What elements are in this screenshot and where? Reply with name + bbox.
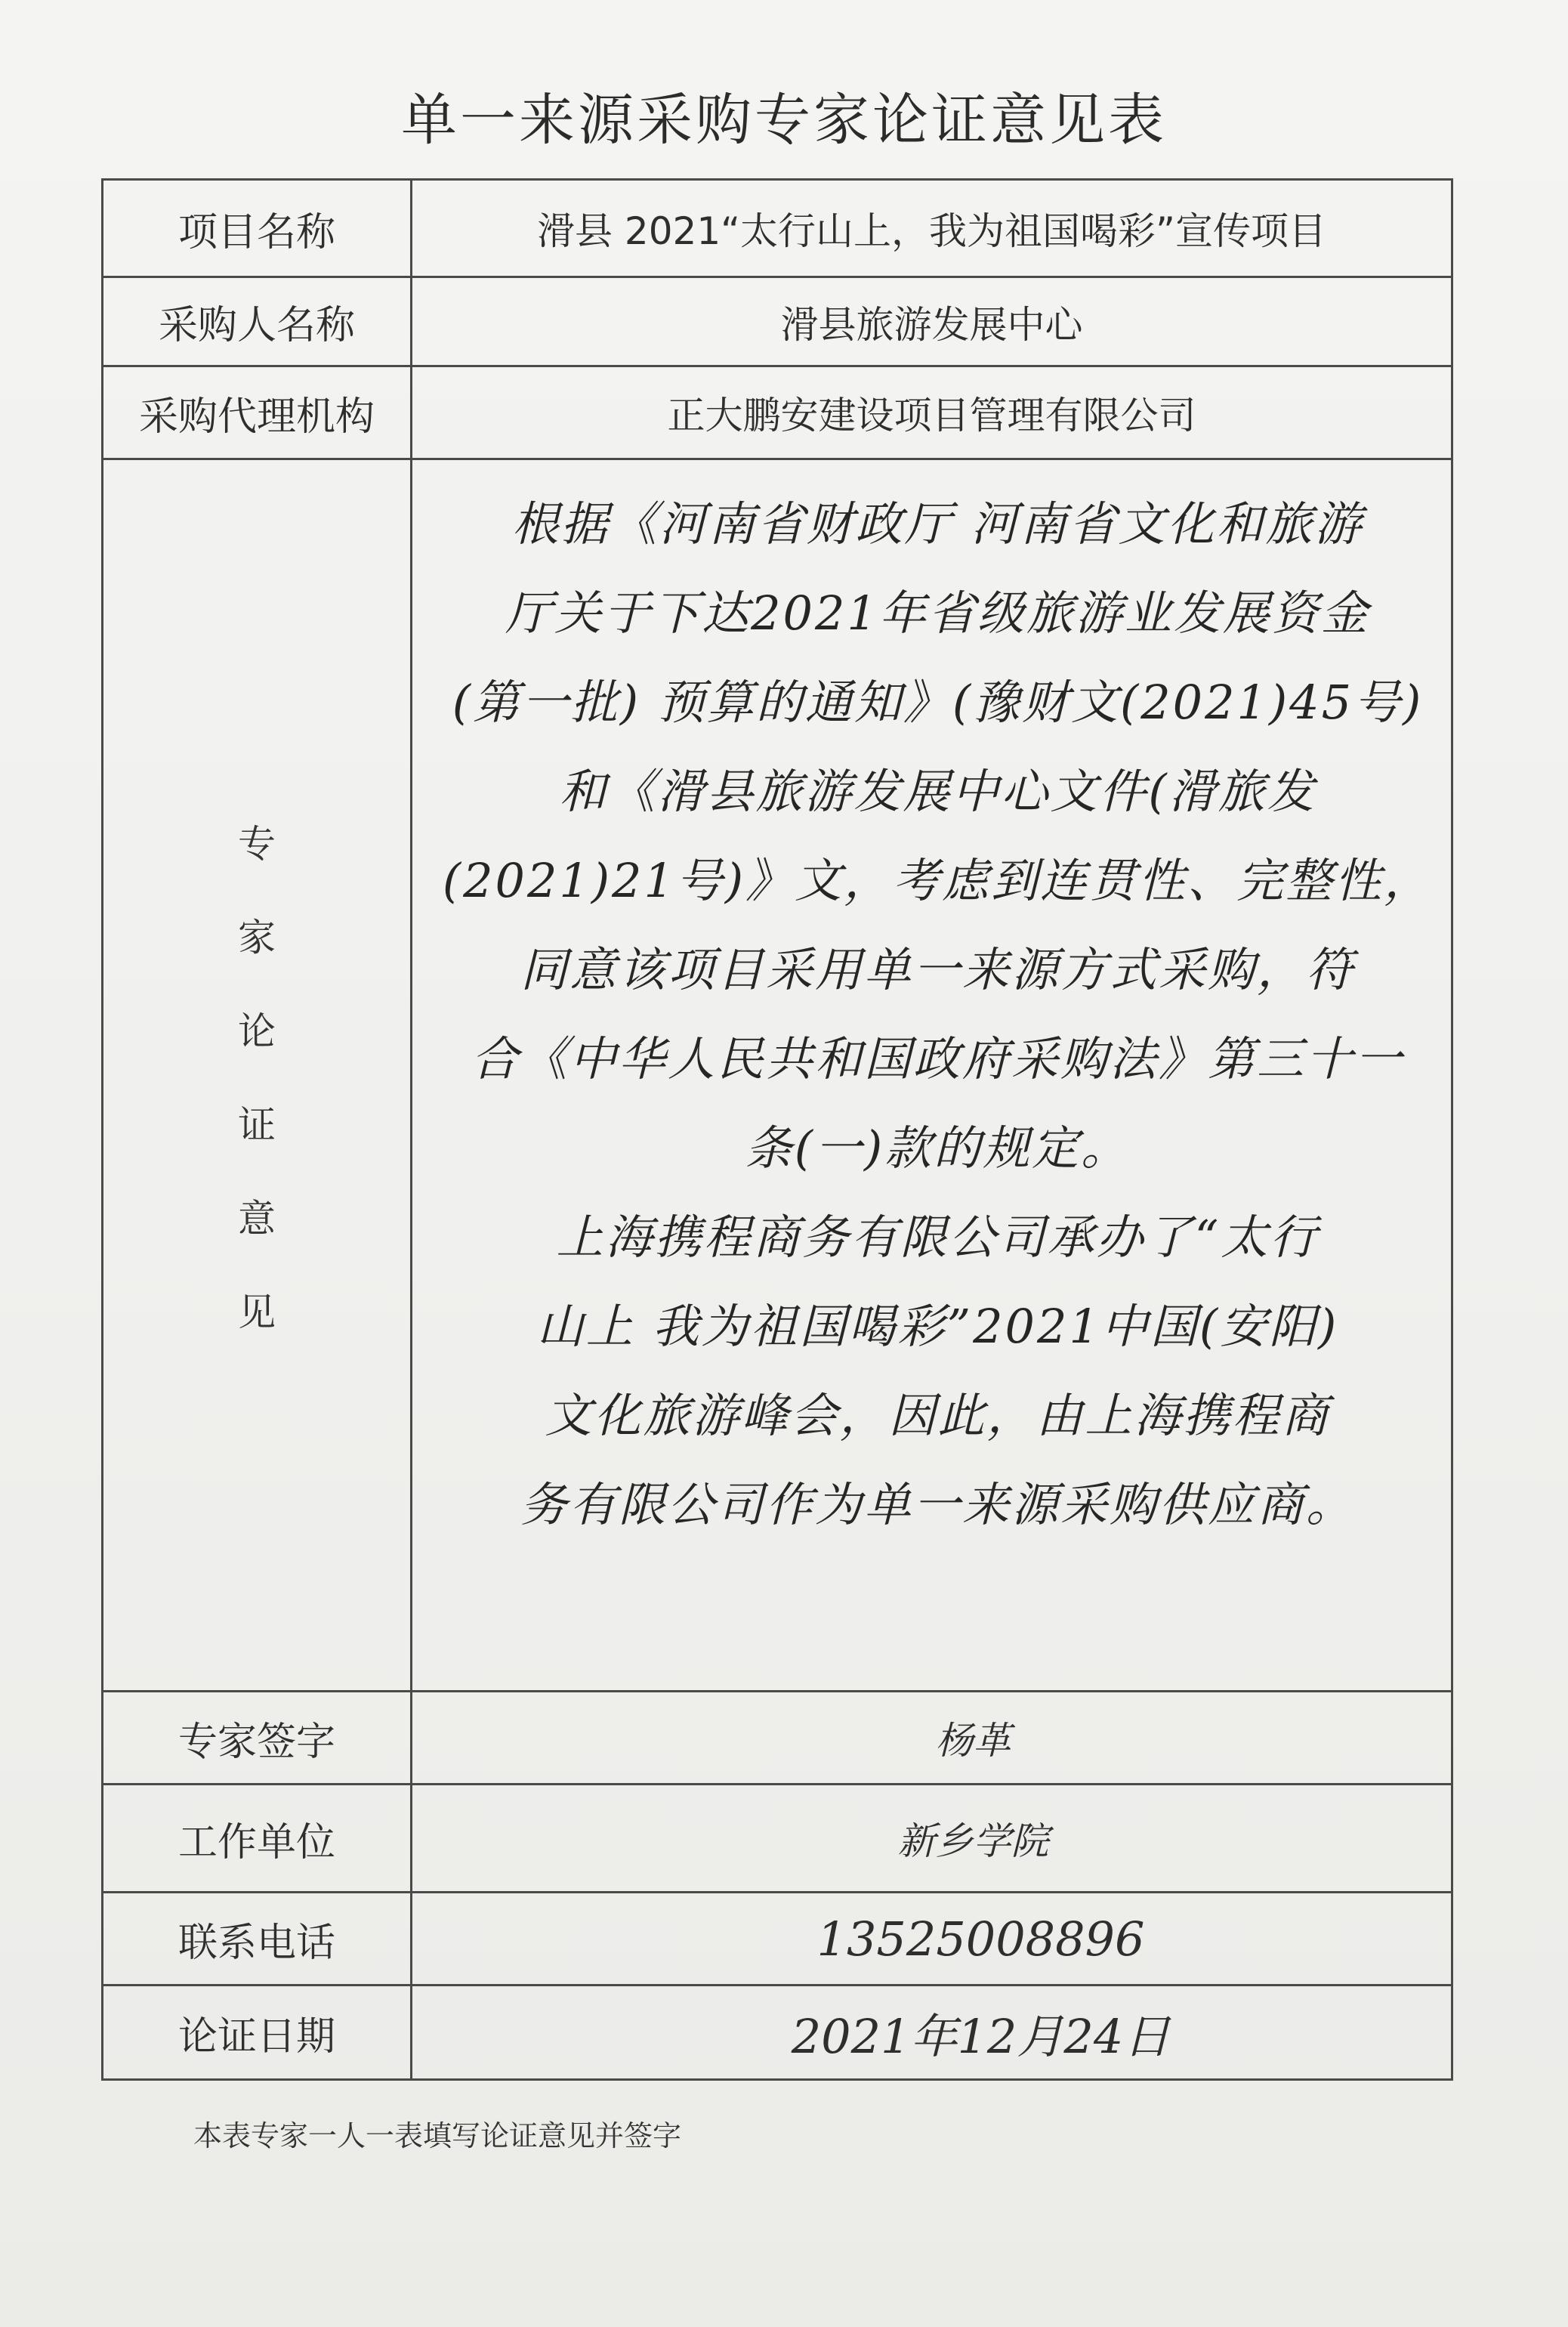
opinion-line: 同意该项目采用单一来源方式采购，符 — [520, 942, 1355, 997]
agency-value: 正大鹏安建设项目管理有限公司 — [412, 366, 1452, 459]
opinion-line: 合《中华人民共和国政府采购法》第三十一 — [471, 1031, 1404, 1086]
signature-value: 杨革 — [412, 1692, 1452, 1785]
date-label: 论证日期 — [103, 1986, 412, 2080]
opinion-line: (2021)21号)》文，考虑到连贯性、完整性， — [442, 853, 1434, 908]
opinion-label-char: 证 — [238, 1103, 276, 1147]
signature-label: 专家签字 — [103, 1692, 412, 1785]
row-date — [103, 1986, 1452, 2080]
opinion-line: 务有限公司作为单一来源采购供应商。 — [520, 1477, 1355, 1532]
expert-opinion-text — [412, 460, 1451, 1690]
row-work-unit — [103, 1785, 1452, 1893]
opinion-line: 根据《河南省财政厅 河南省文化和旅游 — [511, 496, 1364, 552]
expert-opinion-cell — [412, 459, 1452, 1692]
row-phone — [103, 1893, 1452, 1986]
row-signature — [103, 1692, 1452, 1785]
project-name-label: 项目名称 — [103, 180, 412, 277]
opinion-label-char: 意 — [238, 1197, 276, 1241]
date-value: 2021年12月24日 — [412, 1986, 1452, 2080]
row-expert-opinion — [103, 459, 1452, 1692]
opinion-label-char: 论 — [238, 1009, 276, 1053]
phone-value: 13525008896 — [412, 1893, 1452, 1986]
opinion-line: 条(一)款的规定。 — [745, 1120, 1131, 1176]
opinion-line: 厅关于下达2021年省级旅游业发展资金 — [505, 586, 1370, 641]
opinion-label-char: 见 — [238, 1290, 276, 1334]
document-title: 单一来源采购专家论证意见表 — [401, 88, 1167, 153]
purchaser-label: 采购人名称 — [103, 277, 412, 366]
opinion-line: 文化旅游峰会，因此，由上海携程商 — [545, 1388, 1331, 1443]
project-name-value: 滑县 2021“太行山上，我为祖国喝彩”宣传项目 — [412, 180, 1452, 277]
opinion-line: (第一批) 预算的通知》(豫财文(2021)45号) — [452, 675, 1424, 730]
work-unit-label: 工作单位 — [103, 1785, 412, 1893]
opinion-line: 上海携程商务有限公司承办了“太行 — [556, 1210, 1320, 1265]
expert-opinion-table — [101, 178, 1453, 2081]
phone-label: 联系电话 — [103, 1893, 412, 1986]
row-agency — [103, 366, 1452, 459]
row-purchaser — [103, 277, 1452, 366]
expert-opinion-vertical-label — [103, 814, 410, 1337]
expert-opinion-label — [103, 459, 412, 1692]
opinion-label-char: 家 — [238, 916, 276, 960]
opinion-line: 山上 我为祖国喝彩”2021中国(安阳) — [536, 1299, 1339, 1354]
opinion-line: 和《滑县旅游发展中心文件(滑旅发 — [559, 764, 1316, 819]
opinion-label-char: 专 — [238, 822, 276, 866]
agency-label: 采购代理机构 — [103, 366, 412, 459]
purchaser-value: 滑县旅游发展中心 — [412, 277, 1452, 366]
work-unit-value: 新乡学院 — [412, 1785, 1452, 1893]
row-project-name — [103, 180, 1452, 277]
footnote: 本表专家一人一表填写论证意见并签字 — [193, 2119, 682, 2152]
handwritten-opinion — [435, 480, 1440, 1550]
